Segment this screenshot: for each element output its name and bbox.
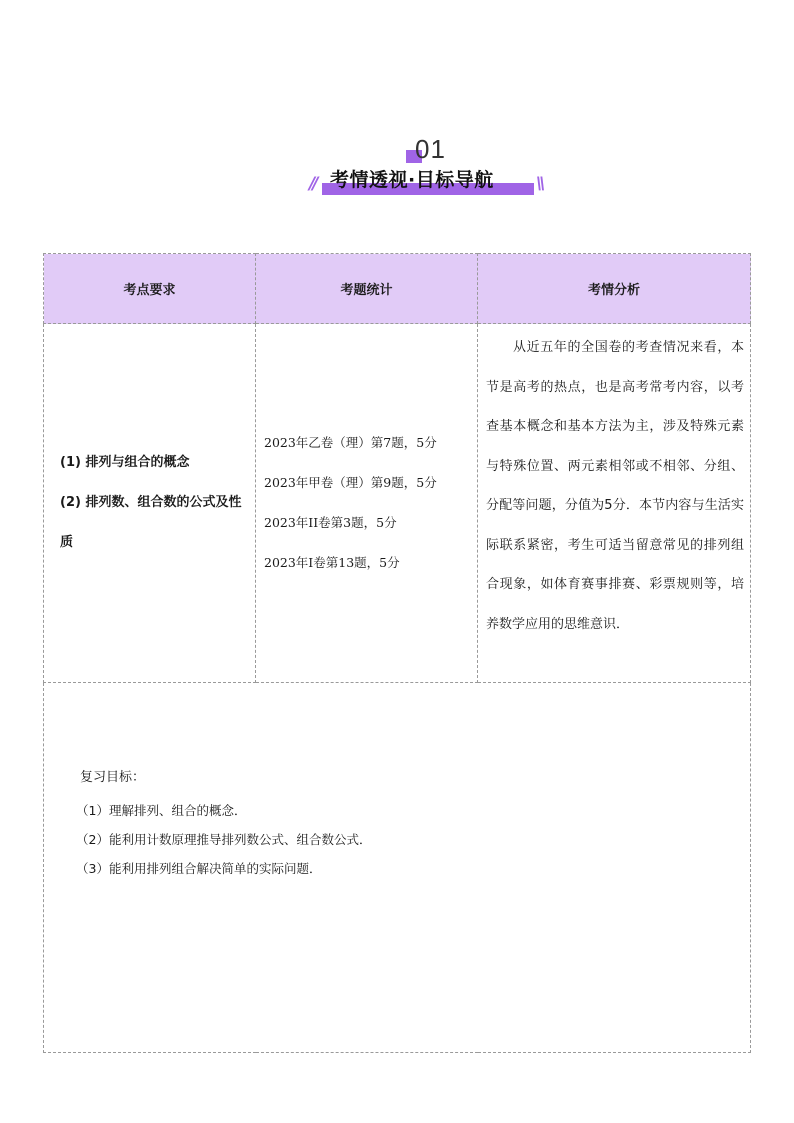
section-header bbox=[0, 130, 794, 210]
goal-item: （1）理解排列、组合的概念． bbox=[76, 803, 247, 818]
left-slash-decoration: // bbox=[309, 174, 316, 194]
stat-line: 2023年II卷第3题，5分 bbox=[264, 515, 397, 530]
column-header-requirements: 考点要求 bbox=[44, 254, 256, 324]
goals-row bbox=[44, 683, 751, 1053]
exam-analysis-table bbox=[43, 253, 751, 1053]
column-header-analysis: 考情分析 bbox=[478, 254, 751, 324]
stat-line: 2023年乙卷（理）第7题，5分 bbox=[264, 435, 437, 450]
table-row bbox=[44, 324, 751, 683]
requirement-item: (1) 排列与组合的概念 bbox=[60, 455, 190, 470]
analysis-text: 从近五年的全国卷的考查情况来看，本节是高考的热点，也是高考常考内容，以考查基本概念和基本方法为主，涉及特殊元素与特殊位置、两元素相邻或不相邻、分组、分配等问题，分值为5分．本节内容与生活实际联系紧密，考生可适当留意常见的排列组合现象，如体育赛事排赛、彩票规则等，培养数学应用的思维意识． bbox=[486, 340, 744, 632]
goals-title: 复习目标： bbox=[80, 770, 146, 785]
column-header-statistics: 考题统计 bbox=[256, 254, 478, 324]
stat-line: 2023年甲卷（理）第9题，5分 bbox=[264, 475, 437, 490]
requirements-cell bbox=[44, 324, 256, 683]
table-header-row bbox=[44, 254, 751, 324]
section-number: 01 bbox=[415, 134, 446, 164]
analysis-cell bbox=[478, 324, 751, 683]
requirement-item: (2) 排列数、组合数的公式及性质 bbox=[60, 495, 242, 550]
stat-line: 2023年I卷第13题，5分 bbox=[264, 555, 400, 570]
statistics-cell bbox=[256, 324, 478, 683]
right-slash-decoration: \\ bbox=[536, 174, 543, 194]
review-goals-cell bbox=[44, 683, 751, 1053]
goal-item: （3）能利用排列组合解决简单的实际问题． bbox=[76, 861, 322, 876]
goal-item: （2）能利用计数原理推导排列数公式、组合数公式． bbox=[76, 832, 372, 847]
section-title: 考情透视·目标导航 bbox=[330, 169, 494, 191]
